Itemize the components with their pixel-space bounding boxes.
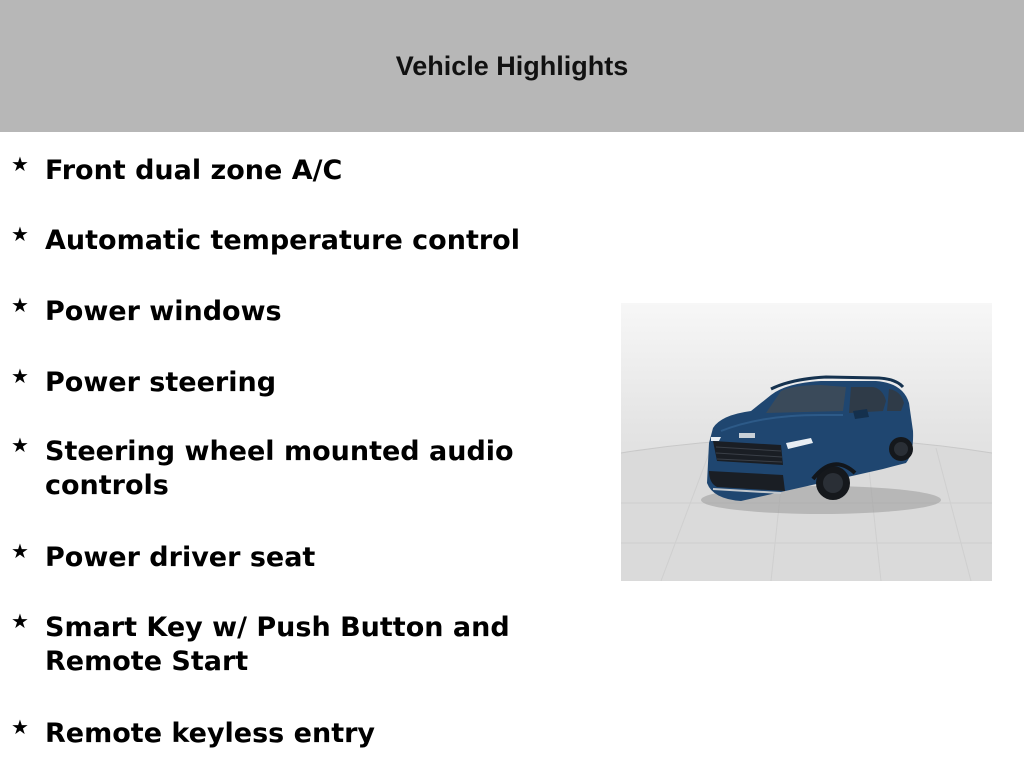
highlight-label: Steering wheel mounted audio controls [45,436,514,501]
star-icon: ★ [11,715,29,739]
highlight-label: Remote keyless entry [45,718,376,749]
highlight-label: Power windows [45,296,282,327]
page-title: Vehicle Highlights [395,51,629,81]
highlight-label: Front dual zone A/C [45,155,343,186]
star-icon: ★ [11,539,29,563]
star-icon: ★ [11,293,29,317]
star-icon: ★ [11,609,29,633]
star-icon: ★ [11,433,29,457]
star-icon: ★ [11,222,29,246]
highlight-label: Automatic temperature control [45,225,520,256]
star-icon: ★ [11,364,29,388]
vehicle-photo [621,303,992,581]
highlight-label: Power driver seat [45,542,316,573]
star-icon: ★ [11,152,29,176]
blue-suv-illustration [621,303,992,581]
highlight-label: Power steering [45,367,277,398]
highlight-label: Smart Key w/ Push Button and Remote Start [45,612,510,677]
